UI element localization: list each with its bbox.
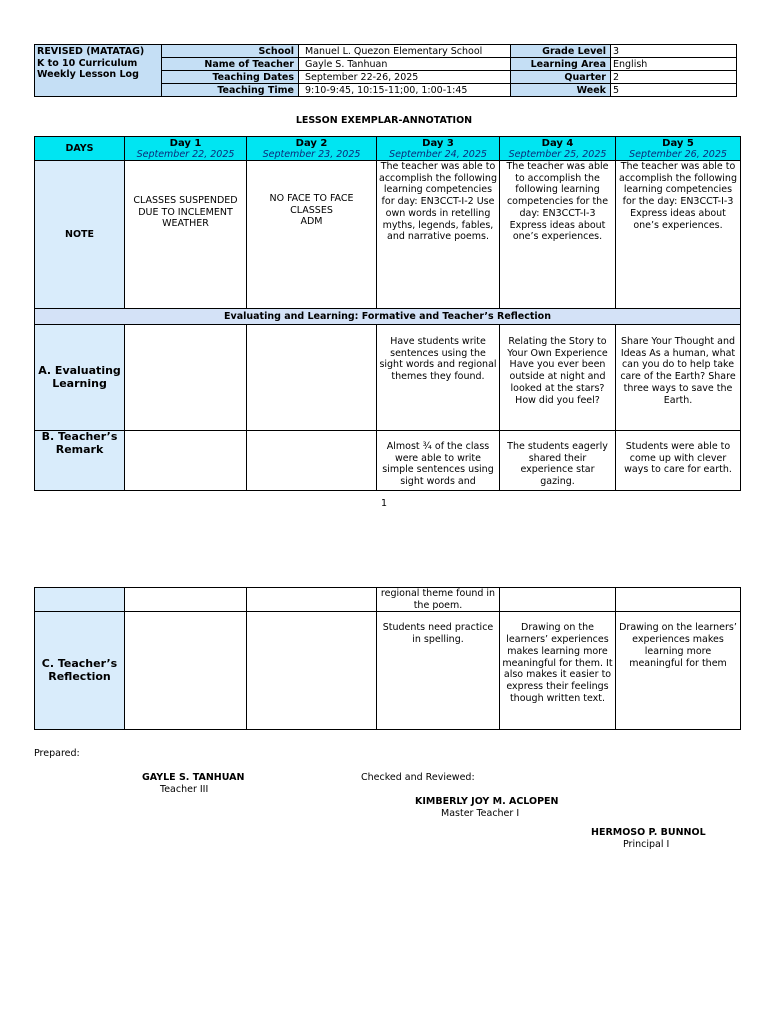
day-3-header — [377, 137, 500, 161]
remark-day-4 — [500, 431, 616, 491]
day-5-date: September 26, 2025 — [629, 148, 727, 160]
reflection-day-5 — [616, 612, 741, 730]
remark-label-line-2: Remark — [55, 442, 104, 456]
evaluating-day-3-text: Have students write sentences using the sight words and regional themes they found. — [379, 336, 497, 383]
day-4-header — [500, 137, 616, 161]
teaching-dates-label: Teaching Dates — [162, 71, 299, 84]
day-1-date: September 22, 2025 — [136, 148, 235, 160]
day-4-name: Day 4 — [541, 137, 574, 149]
note-day-3 — [377, 161, 500, 309]
grade-level-value: 3 — [611, 45, 737, 58]
reviewer-name: KIMBERLY JOY M. ACLOPEN — [415, 796, 559, 807]
remark-day-5 — [616, 431, 741, 491]
teacher-remark-row — [35, 431, 741, 491]
grade-level-label: Grade Level — [511, 45, 611, 58]
note-day-1-text: CLASSES SUSPENDED DUE TO INCLEMENT WEATHER — [133, 195, 238, 230]
remark-continued-day-4 — [500, 588, 616, 612]
reflection-day-1 — [125, 612, 247, 730]
evaluating-day-4-text: Relating the Story to Your Own Experience Have you ever been outside at night and looked at the stars? How did you feel? — [507, 336, 608, 406]
quarter-label: Quarter — [511, 71, 611, 84]
reflection-day-3 — [377, 612, 500, 730]
evaluating-day-4 — [500, 325, 616, 431]
school-value: Manuel L. Quezon Elementary School — [299, 45, 511, 58]
title-line-2: K to 10 Curriculum — [37, 57, 138, 69]
title-line-1: REVISED (MATATAG) — [37, 46, 145, 57]
day-5-name: Day 5 — [662, 137, 694, 149]
week-value: 5 — [611, 84, 737, 97]
evaluating-label-line-2: Learning — [52, 376, 107, 390]
evaluating-day-5-text: Share Your Thought and Ideas As a human, what can you do to help take care of the Earth? Share three ways to save the Earth. — [620, 336, 736, 406]
reviewer-title: Master Teacher I — [441, 808, 520, 819]
note-day-5-text: The teacher was able to accomplish the following learning competencies for the day: EN3CCT-I-3 Express ideas about one’s experiences. — [619, 161, 737, 231]
principal-title: Principal I — [623, 839, 670, 850]
page-number: 1 — [380, 498, 388, 509]
evaluation-section-row — [35, 309, 741, 325]
remark-day-3-text: Almost ¾ of the class were able to write simple sentences using sight words and — [382, 441, 494, 488]
day-2-header — [247, 137, 377, 161]
note-day-1 — [125, 161, 247, 309]
reflection-day-4 — [500, 612, 616, 730]
title-line-3: Weekly Lesson Log — [37, 69, 139, 80]
evaluating-learning-label — [35, 325, 125, 431]
lesson-log-table — [34, 136, 741, 491]
note-row — [35, 161, 741, 309]
reflection-label-line-1: C. Teacher’s — [41, 657, 118, 671]
teacher-reflection-label — [35, 612, 125, 730]
prepared-label: Prepared: — [34, 748, 80, 759]
reflection-day-5-text: Drawing on the learners’ experiences makes learning more meaningful for them — [619, 622, 737, 669]
evaluating-day-2 — [247, 325, 377, 431]
principal-name: HERMOSO P. BUNNOL — [591, 827, 706, 838]
day-1-name: Day 1 — [169, 137, 202, 149]
teacher-value: Gayle S. Tanhuan — [299, 58, 511, 71]
note-day-2-line-2: ADM — [300, 216, 323, 228]
note-day-4-text: The teacher was able to accomplish the following learning competencies for the day: EN3CCT-I-3 Express ideas about one’s experiences. — [506, 161, 609, 243]
note-day-4 — [500, 161, 616, 309]
reflection-day-2 — [247, 612, 377, 730]
teaching-time-label: Teaching Time — [162, 84, 299, 97]
day-2-name: Day 2 — [295, 137, 328, 149]
remark-continued-label — [35, 588, 125, 612]
remark-day-1 — [125, 431, 247, 491]
school-label: School — [162, 45, 299, 58]
teacher-label: Name of Teacher — [162, 58, 299, 71]
preparer-title: Teacher III — [160, 784, 209, 795]
day-2-date: September 23, 2025 — [262, 148, 361, 160]
reflection-label-line-2: Reflection — [48, 669, 111, 683]
learning-area-value: English — [611, 58, 737, 71]
preparer-name: GAYLE S. TANHUAN — [142, 772, 245, 783]
remark-continued-day-2 — [247, 588, 377, 612]
note-day-3-text: The teacher was able to accomplish the following learning competencies for day: EN3CCT-I-2 Use own words in retelling myths, legends, fables, and narrative poems. — [379, 161, 497, 243]
day-1-header — [125, 137, 247, 161]
remark-continued-day-3 — [377, 588, 500, 612]
quarter-value: 2 — [611, 71, 737, 84]
section-title: LESSON EXEMPLAR-ANNOTATION — [295, 115, 473, 126]
days-label: DAYS — [35, 137, 125, 161]
principal-block — [591, 827, 706, 851]
log-title — [35, 45, 162, 97]
remark-continued-day-5 — [616, 588, 741, 612]
note-day-2 — [247, 161, 377, 309]
teaching-dates-value: September 22-26, 2025 — [299, 71, 511, 84]
remark-day-3 — [377, 431, 500, 491]
remark-continued-row — [35, 588, 741, 612]
note-day-2-line-1: NO FACE TO FACE CLASSES — [269, 193, 354, 216]
evaluating-day-5 — [616, 325, 741, 431]
remark-continued-day-1 — [125, 588, 247, 612]
evaluating-day-3 — [377, 325, 500, 431]
learning-area-label: Learning Area — [511, 58, 611, 71]
note-day-5 — [616, 161, 741, 309]
evaluating-day-1 — [125, 325, 247, 431]
teacher-reflection-row — [35, 612, 741, 730]
evaluation-section-header: Evaluating and Learning: Formative and Teacher’s Reflection — [35, 309, 741, 325]
lesson-log-table-continued — [34, 587, 741, 730]
day-3-date: September 24, 2025 — [389, 148, 487, 160]
evaluating-label-line-1: A. Evaluating — [38, 364, 121, 377]
preparer-block — [142, 772, 244, 796]
evaluating-learning-row — [35, 325, 741, 431]
reflection-day-4-text: Drawing on the learners’ experiences makes learning more meaningful for them. It also makes it easier to express their feelings though written text. — [502, 622, 613, 704]
checked-label: Checked and Reviewed: — [361, 772, 475, 783]
days-header-row — [35, 137, 741, 161]
remark-day-5-text: Students were able to come up with clever ways to care for earth. — [624, 441, 732, 476]
day-5-header — [616, 137, 741, 161]
day-4-date: September 25, 2025 — [508, 148, 607, 160]
note-label: NOTE — [35, 161, 125, 309]
remark-day-4-text: The students eagerly shared their experience star gazing. — [507, 441, 608, 488]
remark-continued-day-3-text: regional theme found in the poem. — [380, 588, 496, 611]
teaching-time-value: 9:10-9:45, 10:15-11;00, 1:00-1:45 — [299, 84, 511, 97]
teacher-remark-label — [35, 431, 125, 491]
week-label: Week — [511, 84, 611, 97]
reflection-day-3-text: Students need practice in spelling. — [382, 622, 494, 646]
header-info-table — [34, 44, 737, 97]
day-3-name: Day 3 — [422, 137, 454, 149]
reviewer-block — [415, 796, 559, 820]
remark-label-line-1: B. Teacher’s — [41, 430, 118, 443]
remark-day-2 — [247, 431, 377, 491]
